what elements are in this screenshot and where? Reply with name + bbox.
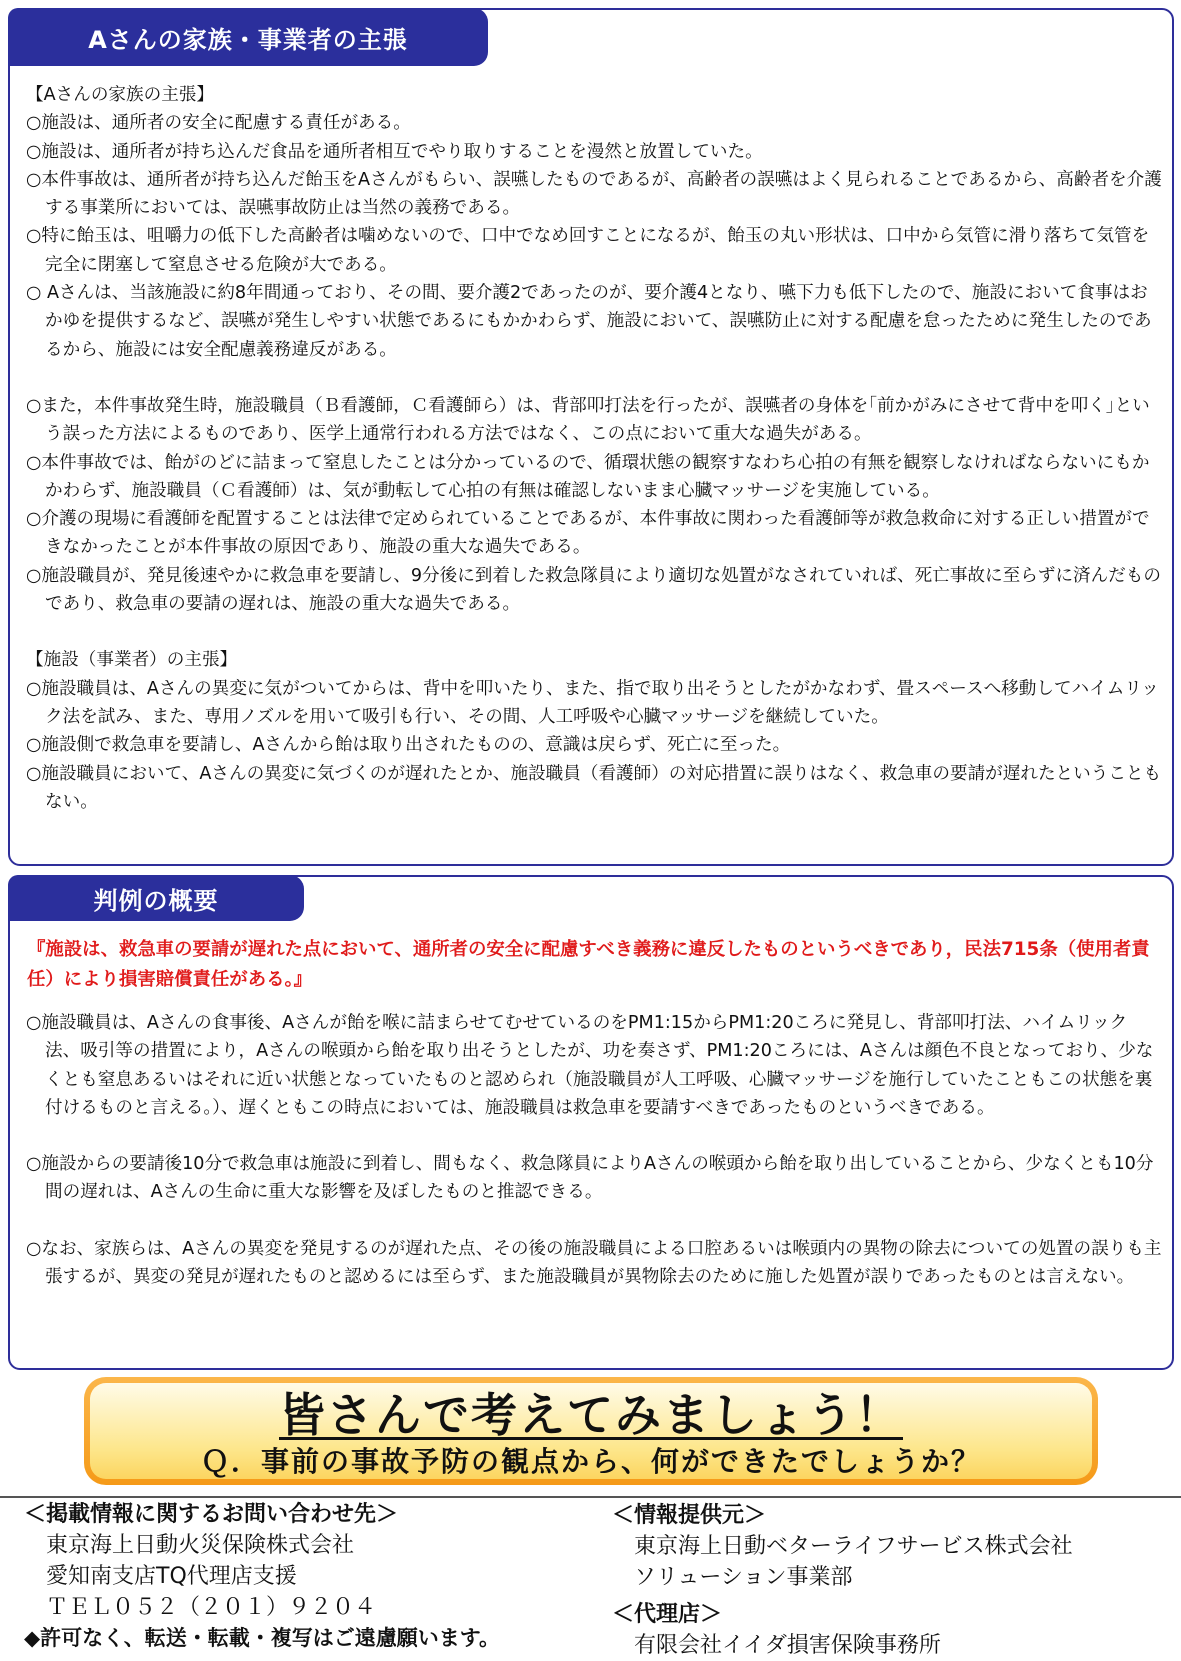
ruling-item: ○施設職員は、Aさんの食事後、Aさんが飴を喉に詰まらせてむせているのをPM1:15からPM1:20ころに発見し、背部叩打法、ハイムリック法、吸引等の措置により，Aさんの喉頭から飴を取り出そうとしたが、功を奏さず、PM1:20ころには、Aさんは顔色不良となっており、少なくとも窒息あるいはそれに近い状態となっていたものと認められ（施設職員が人工呼吸、心臓マッサージを施行していたこともこの状態を裏付けるものと言える。）、遅くともこの時点においては、施設職員は救急車を要請すべきであったものというべきである。 bbox=[26, 1013, 1154, 1118]
ruling-item: ○施設からの要請後10分で救急車は施設に到着し、間もなく、救急隊員によりAさんの喉頭から飴を取り出していることから、少なくとも10分間の遅れは、Aさんの生命に重大な影響を及ぼしたものと推認できる。 bbox=[26, 1154, 1154, 1203]
banner-title: 皆さんで考えてみましょう！ bbox=[279, 1388, 903, 1442]
claims-panel-title: Aさんの家族・事業者の主張 bbox=[8, 8, 488, 66]
footer-provider bbox=[612, 1500, 1172, 1661]
agency-heading: ＜代理店＞ bbox=[612, 1602, 723, 1627]
ruling-body bbox=[26, 935, 1162, 1291]
family-claim-item: ○施設職員が、発見後速やかに救急車を要請し、9分後に到着した救急隊員により適切な処置がなされていれば、死亡事故に至らずに済んだものであり、救急車の要請の遅れは、施設の重大な過失である。 bbox=[26, 565, 1161, 615]
family-claim-item: ○本件事故は、通所者が持ち込んだ飴玉をAさんがもらい、誤嚥したものであるが、高齢者の誤嚥はよく見られることであるから、高齢者を介護する事業所においては、誤嚥事故防止は当然の義務である。 bbox=[26, 169, 1162, 219]
family-claim-item: ○本件事故では、飴がのどに詰まって窒息したことは分かっているので、循環状態の観察すなわち心拍の有無を観察しなければならないにもかかわらず、施設職員（Ｃ看護師）は、気が動転して心拍の有無は確認しないまま心臓マッサージを実施している。 bbox=[26, 452, 1150, 501]
family-claims-header: 【Aさんの家族の主張】 bbox=[26, 85, 214, 105]
facility-claim-item: ○施設側で救急車を要請し、Aさんから飴は取り出されたものの、意識は戻らず、死亡に至った。 bbox=[26, 735, 791, 756]
contact-phone: ＴＥＬ０５２（２０１）９２０４ bbox=[46, 1595, 377, 1620]
discussion-banner-inner bbox=[90, 1383, 1092, 1479]
family-claim-item: ○ Aさんは、当該施設に約8年間通っており、その間、要介護2であったのが、要介護4となり、嚥下力も低下したので、施設において食事はおかゆを提供するなど、誤嚥が発生しやすい状態であるにもかかわらず、施設において、誤嚥防止に対する配慮を怠ったために発生したのであるから、施設には安全配慮義務違反がある。 bbox=[26, 283, 1152, 360]
ruling-panel-title: 判例の概要 bbox=[8, 875, 304, 921]
contact-line: 愛知南支店TQ代理店支援 bbox=[46, 1564, 297, 1589]
ruling-panel bbox=[8, 875, 1174, 1370]
ruling-item: ○なお、家族らは、Aさんの異変を発見するのが遅れた点、その後の施設職員による口腔あるいは喉頭内の異物の除去についての処置の誤りも主張するが、異変の発見が遅れたものと認めるには至らず、また施設職員が異物除去のために施した処置が誤りであったものとは言えない。 bbox=[26, 1238, 1162, 1288]
agency-line: 有限会社イイダ損害保険事務所 bbox=[634, 1633, 941, 1658]
provider-line: 東京海上日動ベターライフサービス株式会社 bbox=[634, 1534, 1073, 1559]
contact-line: 東京海上日動火災保険株式会社 bbox=[46, 1533, 355, 1558]
family-claim-item: ○特に飴玉は、咀嚼力の低下した高齢者は噛めないので、口中でなめ回すことになるが、飴玉の丸い形状は、口中から気管に滑り落ちて気管を完全に閉塞して窒息させる危険が大である。 bbox=[26, 226, 1150, 275]
copy-notice: ◆許可なく、転送・転載・複写はご遠慮願います。 bbox=[24, 1626, 501, 1650]
footer-contact bbox=[24, 1499, 584, 1654]
provider-line: ソリューション事業部 bbox=[634, 1565, 853, 1590]
family-claim-item: ○施設は、通所者が持ち込んだ食品を通所者相互でやり取りすることを漫然と放置していた。 bbox=[26, 141, 763, 162]
family-claim-item: ○また，本件事故発生時，施設職員（Ｂ看護師，Ｃ看護師ら）は、背部叩打法を行ったが、誤嚥者の身体を｢前かがみにさせて背中を叩く｣という誤った方法によるものであり、医学上通常行われる方法ではなく、この点において重大な過失がある。 bbox=[26, 395, 1150, 445]
footer-divider bbox=[0, 1496, 1181, 1498]
claims-panel bbox=[8, 8, 1174, 866]
facility-claims-header: 【施設（事業者）の主張】 bbox=[26, 650, 238, 671]
family-claim-item: ○施設は、通所者の安全に配慮する責任がある。 bbox=[26, 113, 411, 134]
ruling-statement: 『施設は、救急車の要請が遅れた点において、通所者の安全に配慮すべき義務に違反したものというべきであり，民法715条（使用者責任）により損害賠償責任がある。』 bbox=[27, 939, 1150, 990]
family-claim-item: ○介護の現場に看護師を配置することは法律で定められていることであるが、本件事故に関わった看護師等が救急救命に対する正しい措置ができなかったことが本件事故の原因であり、施設の重大な過失である。 bbox=[26, 509, 1150, 558]
facility-claim-item: ○施設職員において、Aさんの異変に気づくのが遅れたとか、施設職員（看護師）の対応措置に誤りはなく、救急車の要請が遅れたということもない。 bbox=[26, 763, 1162, 812]
claims-body bbox=[26, 81, 1162, 816]
banner-question: Ｑ．事前の事故予防の観点から、何ができたでしょうか？ bbox=[200, 1445, 981, 1478]
contact-heading: ＜掲載情報に関するお問い合わせ先＞ bbox=[24, 1502, 399, 1527]
discussion-banner bbox=[84, 1377, 1098, 1485]
facility-claim-item: ○施設職員は、Aさんの異変に気がついてからは、背中を叩いたり、また、指で取り出そうとしたがかなわず、畳スペースへ移動してハイムリック法を試み、また、専用ノズルを用いて吸引も行い、その間、人工呼吸や心臓マッサージを継続していた。 bbox=[26, 678, 1159, 727]
provider-heading: ＜情報提供元＞ bbox=[612, 1503, 767, 1528]
